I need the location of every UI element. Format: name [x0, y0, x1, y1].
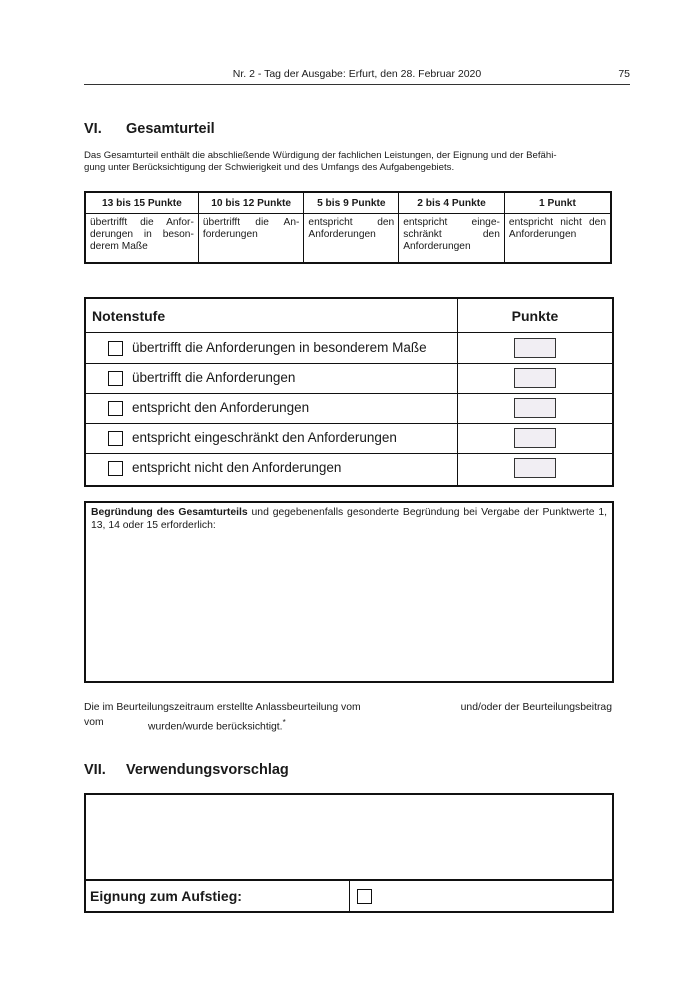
- section-vii-number: VII.: [84, 762, 106, 778]
- reasoning-bold-label: Begründung des Gesamturteils: [91, 507, 248, 518]
- note-part-4: [148, 715, 286, 734]
- section-vi-title: Gesamturteil: [126, 121, 215, 137]
- grade-row: [86, 423, 612, 454]
- points-input[interactable]: [514, 458, 556, 478]
- scale-header: 10 bis 12 Punkte: [198, 192, 304, 214]
- section-vii-heading: [84, 762, 289, 778]
- scale-description: entspricht den Anforderungen: [304, 214, 399, 264]
- assessment-note: [84, 700, 612, 732]
- grade-label: übertrifft die Anforderungen in besonderem Maße: [132, 340, 427, 355]
- scale-description-row: [85, 214, 611, 264]
- points-input[interactable]: [514, 368, 556, 388]
- scale-header-row: [85, 192, 611, 214]
- scale-description: entspricht eingeschränkt den Anforderungen: [399, 214, 505, 264]
- scale-header: 13 bis 15 Punkte: [85, 192, 198, 214]
- grade-checkbox[interactable]: [108, 401, 123, 416]
- eignung-label: Eignung zum Aufstieg:: [90, 888, 242, 904]
- note-part-3: vom: [84, 717, 104, 728]
- reasoning-label: [91, 506, 607, 532]
- eignung-checkbox[interactable]: [357, 889, 372, 904]
- section-vi-number: VI.: [84, 121, 102, 137]
- reasoning-label-text: und gegebenenfalls gesonderte Begründung bei Vergabe der Punktwerte 1, 13, 14 oder 15 erforderlich:: [91, 507, 607, 531]
- header-text: Nr. 2 - Tag der Ausgabe: Erfurt, den 28. Februar 2020: [232, 68, 482, 80]
- scale-header: 5 bis 9 Punkte: [304, 192, 399, 214]
- grade-checkbox[interactable]: [108, 431, 123, 446]
- column-divider: [457, 299, 458, 485]
- eignung-divider: [349, 881, 350, 911]
- grading-scale-table: [84, 191, 612, 264]
- verwendungsvorschlag-input[interactable]: [86, 795, 612, 879]
- grade-row: [86, 333, 612, 364]
- section-vii-title: Verwendungsvorschlag: [126, 762, 289, 778]
- punkte-header: Punkte: [511, 308, 559, 324]
- note-part-4-text: wurden/wurde berücksichtigt.: [148, 721, 283, 733]
- grade-row: [86, 453, 612, 483]
- grade-label: entspricht nicht den Anforderungen: [132, 460, 342, 475]
- section-vi-heading: [84, 121, 215, 137]
- grade-selection-table: [84, 297, 614, 487]
- verwendungsvorschlag-box: [84, 793, 614, 913]
- section-vi-intro: [84, 150, 614, 174]
- note-part-2: und/oder der Beurteilungsbeitrag: [460, 702, 612, 713]
- intro-line-2: gung unter Berücksichtigung der Schwierigkeit und des Umfangs des Aufgabengebiets.: [84, 162, 455, 173]
- scale-description: übertrifft die Anforderungen: [198, 214, 304, 264]
- footnote-mark: *: [282, 718, 286, 727]
- grade-label: übertrifft die Anforderungen: [132, 370, 296, 385]
- header-rule: [84, 84, 630, 85]
- grade-row: [86, 363, 612, 394]
- scale-header: 2 bis 4 Punkte: [399, 192, 505, 214]
- page-number: 75: [618, 68, 630, 80]
- points-input[interactable]: [514, 338, 556, 358]
- grade-table-header: [86, 299, 612, 333]
- points-input[interactable]: [514, 428, 556, 448]
- page-header: [84, 66, 630, 86]
- scale-description: übertrifft die Anforderungen in besonderem Maße: [85, 214, 198, 264]
- grade-checkbox[interactable]: [108, 341, 123, 356]
- grade-row: [86, 393, 612, 424]
- intro-line-1: Das Gesamturteil enthält die abschließende Würdigung der fachlichen Leistungen, der Eignung und der Befähi-: [84, 150, 557, 161]
- note-part-1: Die im Beurteilungszeitraum erstellte Anlassbeurteilung vom: [84, 702, 361, 713]
- grade-checkbox[interactable]: [108, 371, 123, 386]
- notenstufe-header: Notenstufe: [92, 308, 166, 324]
- grade-label: entspricht den Anforderungen: [132, 400, 310, 415]
- grade-checkbox[interactable]: [108, 461, 123, 476]
- scale-header: 1 Punkt: [504, 192, 611, 214]
- scale-description: entspricht nicht den Anforderungen: [504, 214, 611, 264]
- eignung-row: [86, 879, 612, 911]
- reasoning-textarea[interactable]: [84, 501, 614, 683]
- grade-label: entspricht eingeschränkt den Anforderungen: [132, 430, 397, 445]
- points-input[interactable]: [514, 398, 556, 418]
